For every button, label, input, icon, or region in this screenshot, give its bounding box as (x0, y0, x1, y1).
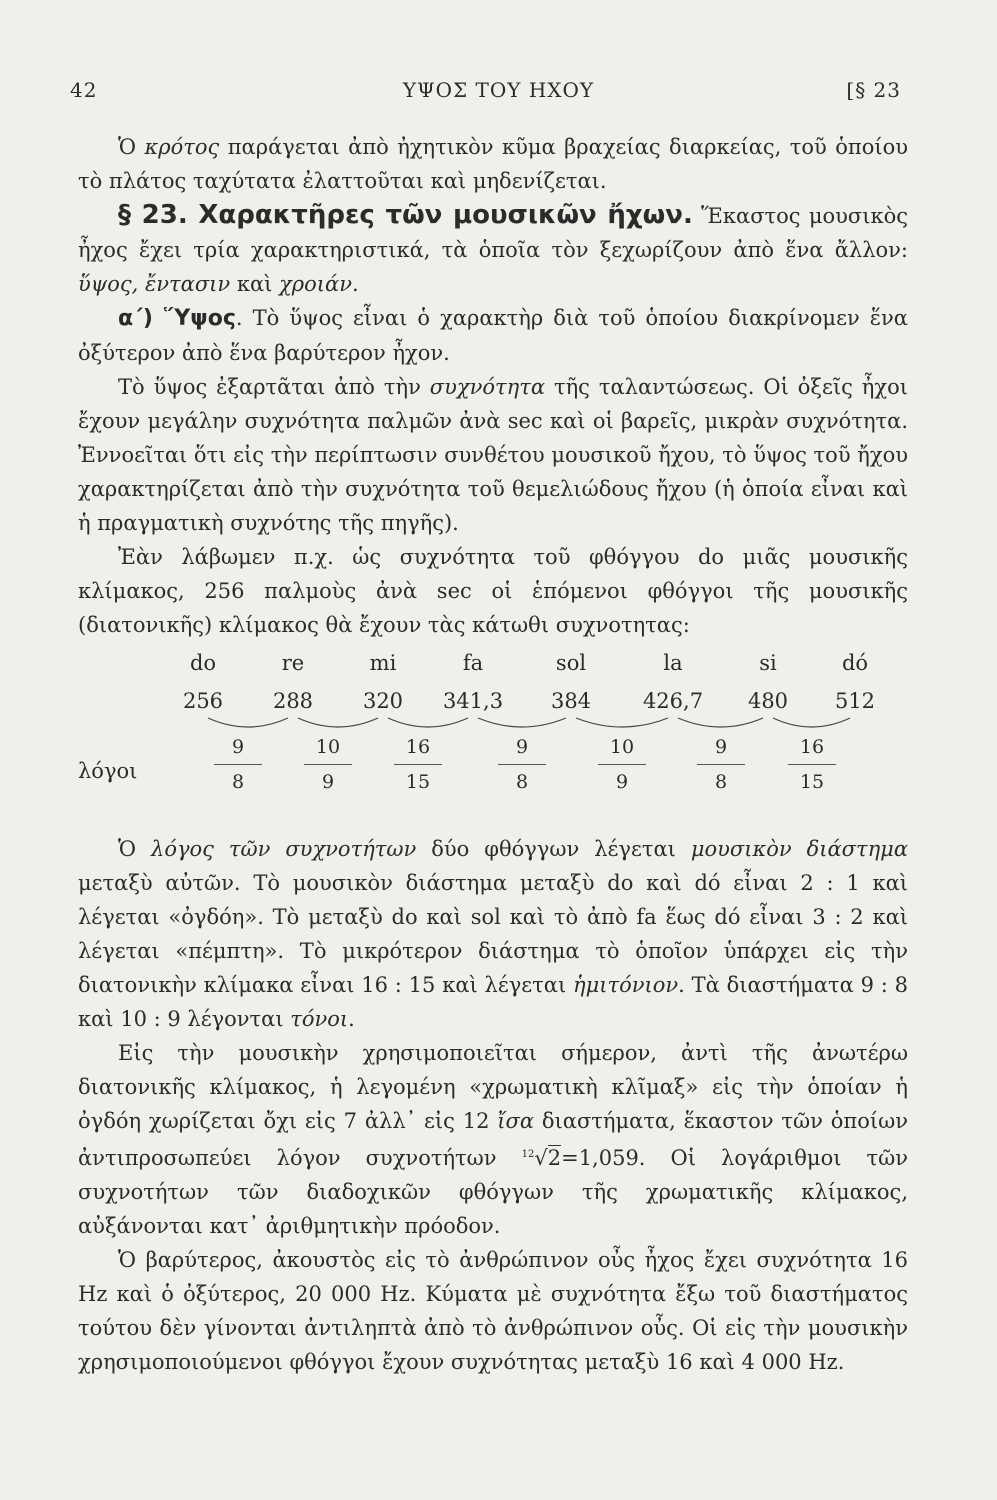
ratio-fraction: 9 8 (492, 734, 552, 795)
root-value: 2 (547, 1146, 562, 1170)
section-heading: § 23. Χαρακτῆρες τῶν μουσικῶν ἤχων. (118, 200, 693, 230)
note-name: la (663, 651, 683, 675)
root-symbol: √ (534, 1146, 548, 1170)
root-index: 12 (521, 1149, 535, 1160)
ratio-fraction: 16 15 (388, 734, 448, 795)
frequency-value: 320 (362, 689, 404, 713)
interval-arc (208, 718, 288, 727)
ratio-fraction: 10 9 (592, 734, 652, 795)
note-name: re (281, 651, 305, 675)
interval-arc (478, 718, 566, 727)
subheading-ypsos: α΄) Ὕψος (118, 306, 236, 331)
frequency-value: 426,7 (642, 689, 704, 713)
note-name: mi (369, 651, 397, 675)
paragraph-example: Ἐὰν λάβωμεν π.χ. ὡς συχνότητα τοῦ φθόγγου do μιᾶς μουσικῆς κλίμακος, 256 παλμοὺς ἀνὰ sec οἱ ἑπόμενοι φθόγγοι τῆς μουσικῆς (διατονικῆς) κλίμακος θὰ ἔχουν τὰς κάτωθι συχνοτητας: (78, 545, 908, 637)
note-name: si (759, 651, 777, 675)
interval-arc (388, 718, 468, 727)
ratio-row (178, 734, 878, 824)
note-name: fa (462, 651, 484, 675)
paragraph-krotos: Ὁ κρότος παράγεται ἀπὸ ἠχητικὸν κῦμα βραχείας διαρκείας, τοῦ ὁποίου τὸ πλάτος ταχύτατα ἐλαττοῦται καὶ μηδενίζεται. (78, 135, 908, 193)
scale-table (78, 646, 908, 828)
paragraph-audible-range: Ὁ βαρύτερος, ἀκουστὸς εἰς τὸ ἀνθρώπινον οὖς ἦχος ἔχει συχνότητα 16 Hz καὶ ὁ ὀξύτερος, 20 000 Hz. Κύματα μὲ συχνότητα ἔξω τοῦ διαστήματος τούτου δὲν γίνονται ἀντιληπτὰ ἀπὸ τὸ ἀνθρώπινον οὖς. Οἱ εἰς τὴν μουσικὴν χρησιμοποιούμενοι φθόγγοι ἔχουν συχνότητας μεταξὺ 16 καὶ 4 000 Hz. (78, 1248, 908, 1374)
paragraph-ypsos: α΄) Ὕψος. Τὸ ὕψος εἶναι ὁ χαρακτὴρ διὰ τοῦ ὁποίου διακρίνομεν ἕνα ὀξύτερον ἀπὸ ἕνα βαρύτερον ἦχον. (78, 306, 908, 365)
body-text (78, 130, 908, 1379)
term-krotos: κρότος (144, 135, 220, 159)
note-row (178, 646, 878, 680)
note-name: sol (555, 651, 587, 675)
running-header (0, 78, 997, 108)
ratio-fraction: 10 9 (298, 734, 358, 795)
interval-arc (678, 718, 763, 727)
frequency-value: 341,3 (442, 689, 504, 713)
note-name: dó (841, 651, 869, 675)
frequency-value: 384 (550, 689, 592, 713)
ratios-label: λόγοι (78, 759, 138, 783)
running-title: ΥΨΟΣ ΤΟΥ ΗΧΟΥ (402, 78, 595, 102)
page-number: 42 (70, 78, 98, 102)
paragraph-section-23: § 23. Χαρακτῆρες τῶν μουσικῶν ἤχων. Ἕκαστος μουσικὸς ἦχος ἔχει τρία χαρακτηριστικά, τὰ ὁποῖα τὸν ξεχωρίζουν ἀπὸ ἕνα ἄλλον: ὕψος, ἔντασιν καὶ χροιάν. (78, 200, 908, 296)
paragraph-interval: Ὁ λόγος τῶν συχνοτήτων δύο φθόγγων λέγεται μουσικὸν διάστημα μεταξὺ αὐτῶν. Τὸ μουσικὸν διάστημα μεταξὺ do καὶ dó εἶναι 2 : 1 καὶ λέγεται «ὀγδόη». Τὸ μεταξὺ do καὶ sol καὶ τὸ ἀπὸ fa ἕως dó εἶναι 3 : 2 καὶ λέγεται «πέμπτη». Τὸ μικρότερον διάστημα τὸ ὁποῖον ὑπάρχει εἰς τὴν διατονικὴν κλίμακα εἶναι 16 : 15 καὶ λέγεται ἡμιτόνιον. Τὰ διαστήματα 9 : 8 καὶ 10 : 9 λέγονται τόνοι. (78, 837, 908, 1031)
paragraph-chromatic: Εἰς τὴν μουσικὴν χρησιμοποιεῖται σήμερον, ἀντὶ τῆς ἀνωτέρω διατονικῆς κλίμακος, ἡ λεγομένη «χρωματικὴ κλῖμαξ» εἰς τὴν ὁποίαν ἡ ὀγδόη χωρίζεται ὄχι εἰς 7 ἀλλ᾽ εἰς 12 ἴσα διαστήματα, ἕκαστον τῶν ὁποίων ἀντιπροσωπεύει λόγον συχνοτήτων $^{12}$√2=1,059. Οἱ λογάριθμοι τῶν συχνοτήτων τῶν διαδοχικῶν φθόγγων τῆς χρωματικῆς κλίμακος, αὐξάνονται κατ᾽ ἀριθμητικὴν πρόοδον. (78, 1041, 908, 1238)
frequency-value: 288 (272, 689, 314, 713)
frequency-row (178, 684, 878, 718)
frequency-value: 512 (834, 689, 876, 713)
interval-arc (576, 718, 668, 727)
ratio-fraction: 16 15 (782, 734, 842, 795)
paragraph-frequency: Τὸ ὕψος ἐξαρτᾶται ἀπὸ τὴν συχνότητα τῆς ταλαντώσεως. Οἱ ὀξεῖς ἦχοι ἔχουν μεγάλην συχνότητα παλμῶν ἀνὰ sec καὶ οἱ βαρεῖς, μικρὰν συχνότητα. Ἐννοεῖται ὅτι εἰς τὴν περίπτωσιν συνθέτου μουσικοῦ ἤχου, τὸ ὕψος τοῦ ἤχου χαρακτηρίζεται ἀπὸ τὴν συχνότητα τοῦ θεμελιώδους ἤχου (ἡ ὁποία εἶναι καὶ ἡ πραγματικὴ συχνότης τῆς πηγῆς). (78, 375, 908, 535)
section-marker: [§ 23 (846, 78, 901, 102)
ratio-fraction: 9 8 (691, 734, 751, 795)
note-name: do (189, 651, 217, 675)
frequency-value: 480 (747, 689, 789, 713)
interval-arc (298, 718, 378, 727)
ratio-fraction: 9 8 (208, 734, 268, 795)
frequency-value: 256 (182, 689, 224, 713)
interval-arc (773, 718, 850, 727)
